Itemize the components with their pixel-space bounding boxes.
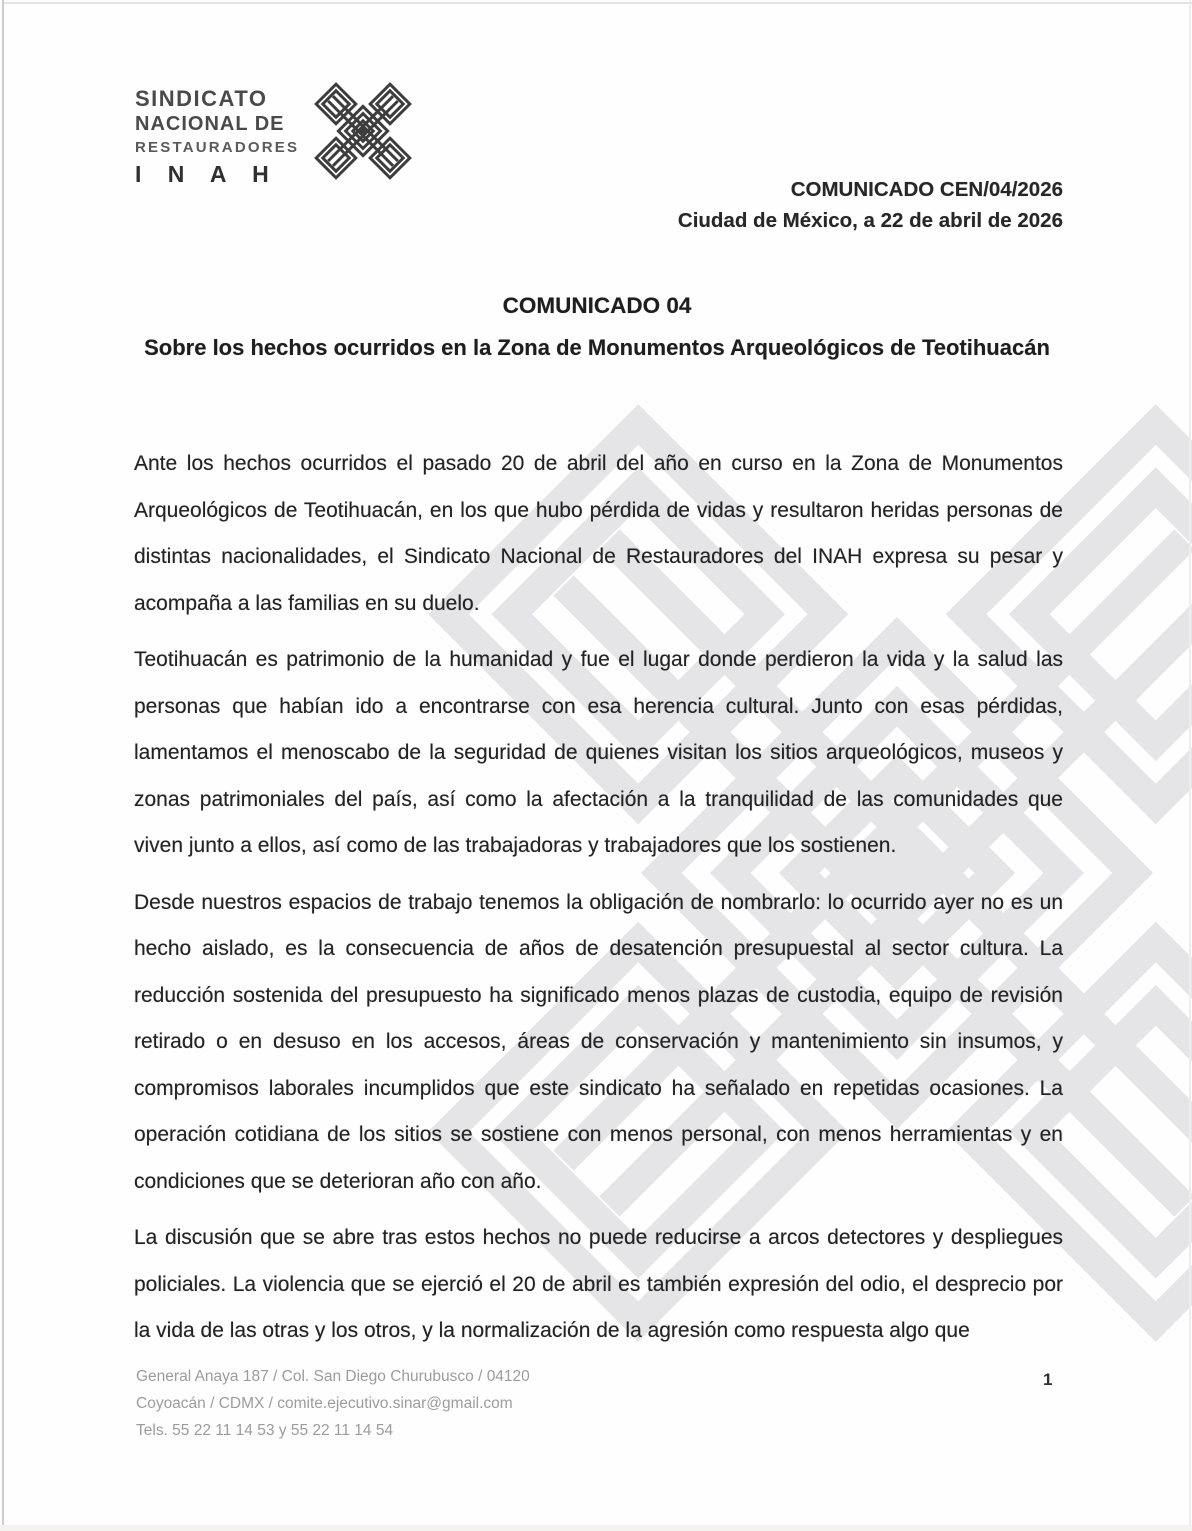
dateline: Ciudad de México, a 22 de abril de 2026 — [677, 209, 1063, 232]
footer-contact-block — [136, 1363, 530, 1444]
page-number: 1 — [1043, 1370, 1053, 1389]
document-title: COMUNICADO 04 — [502, 293, 692, 318]
comunicado-reference: COMUNICADO CEN/04/2026 — [790, 178, 1063, 201]
logo-line-nacional-de: NACIONAL DE — [135, 113, 285, 135]
scan-edge-right — [1189, 0, 1191, 1531]
scan-edge-top — [4, 2, 1192, 4]
title-block — [132, 291, 1062, 367]
logo-line-sindicato: SINDICATO — [135, 86, 268, 111]
scan-edge-left — [2, 0, 4, 1531]
letter-body — [134, 441, 1063, 1365]
logo-wordmark — [135, 86, 299, 190]
document-subtitle: Sobre los hechos ocurridos en la Zona de Monumentos Arqueológicos de Teotihuacán — [144, 335, 1050, 360]
logo-line-restauradores: RESTAURADORES — [135, 139, 300, 156]
scan-edge-bottom — [0, 1525, 1192, 1531]
footer-address-line: General Anaya 187 / Col. San Diego Churubusco / 04120 — [136, 1368, 530, 1385]
footer-phones-line: Tels. 55 22 11 14 53 y 55 22 11 14 54 — [136, 1422, 394, 1439]
sinar-inah-knot-logo-icon — [303, 66, 423, 196]
body-paragraph-2: Teotihuacán es patrimonio de la humanidad y fue el lugar donde perdieron la vida y la salud las personas que habían ido a encontrarse con esa herencia cultural. Junto con esas pérdidas, lamentamos el menoscabo de la seguridad de quienes visitan los sitios arqueológicos, museos y zonas patrimoniales del país, así como la afectación a la tranquilidad de las comunidades que viven junto a ellos, así como de las trabajadoras y trabajadores que los sostienen. — [134, 648, 1063, 857]
footer-email-line: Coyoacán / CDMX / comite.ejecutivo.sinar@gmail.com — [136, 1395, 513, 1412]
body-paragraph-3: Desde nuestros espacios de trabajo tenemos la obligación de nombrarlo: lo ocurrido ayer no es un hecho aislado, es la consecuencia de años de desatención presupuestal al sector cultura. La reducción sostenida del presupuesto ha significado menos plazas de custodia, equipo de revisión retirado o en desuso en los accesos, áreas de conservación y mantenimiento sin insumos, y compromisos laborales incumplidos que este sindicato ha señalado en repetidas ocasiones. La operación cotidiana de los sitios se sostiene con menos personal, con menos herramientas y en condiciones que se deterioran año con año. — [134, 890, 1063, 1193]
logo-line-inah: I N A H — [135, 161, 279, 187]
body-paragraph-4: La discusión que se abre tras estos hechos no puede reducirse a arcos detectores y despliegues policiales. La violencia que se ejerció el 20 de abril es también expresión del odio, el desprecio por la vida de las otras y los otros, y la normalización de la agresión como respuesta algo que — [134, 1226, 1063, 1342]
body-paragraph-1: Ante los hechos ocurridos el pasado 20 de abril del año en curso en la Zona de Monumentos Arqueológicos de Teotihuacán, en los que hubo pérdida de vidas y resultaron heridas personas de distintas nacionalidades, el Sindicato Nacional de Restauradores del INAH expresa su pesar y acompaña a las familias en su duelo. — [134, 452, 1063, 615]
header-reference-block — [678, 174, 1063, 236]
